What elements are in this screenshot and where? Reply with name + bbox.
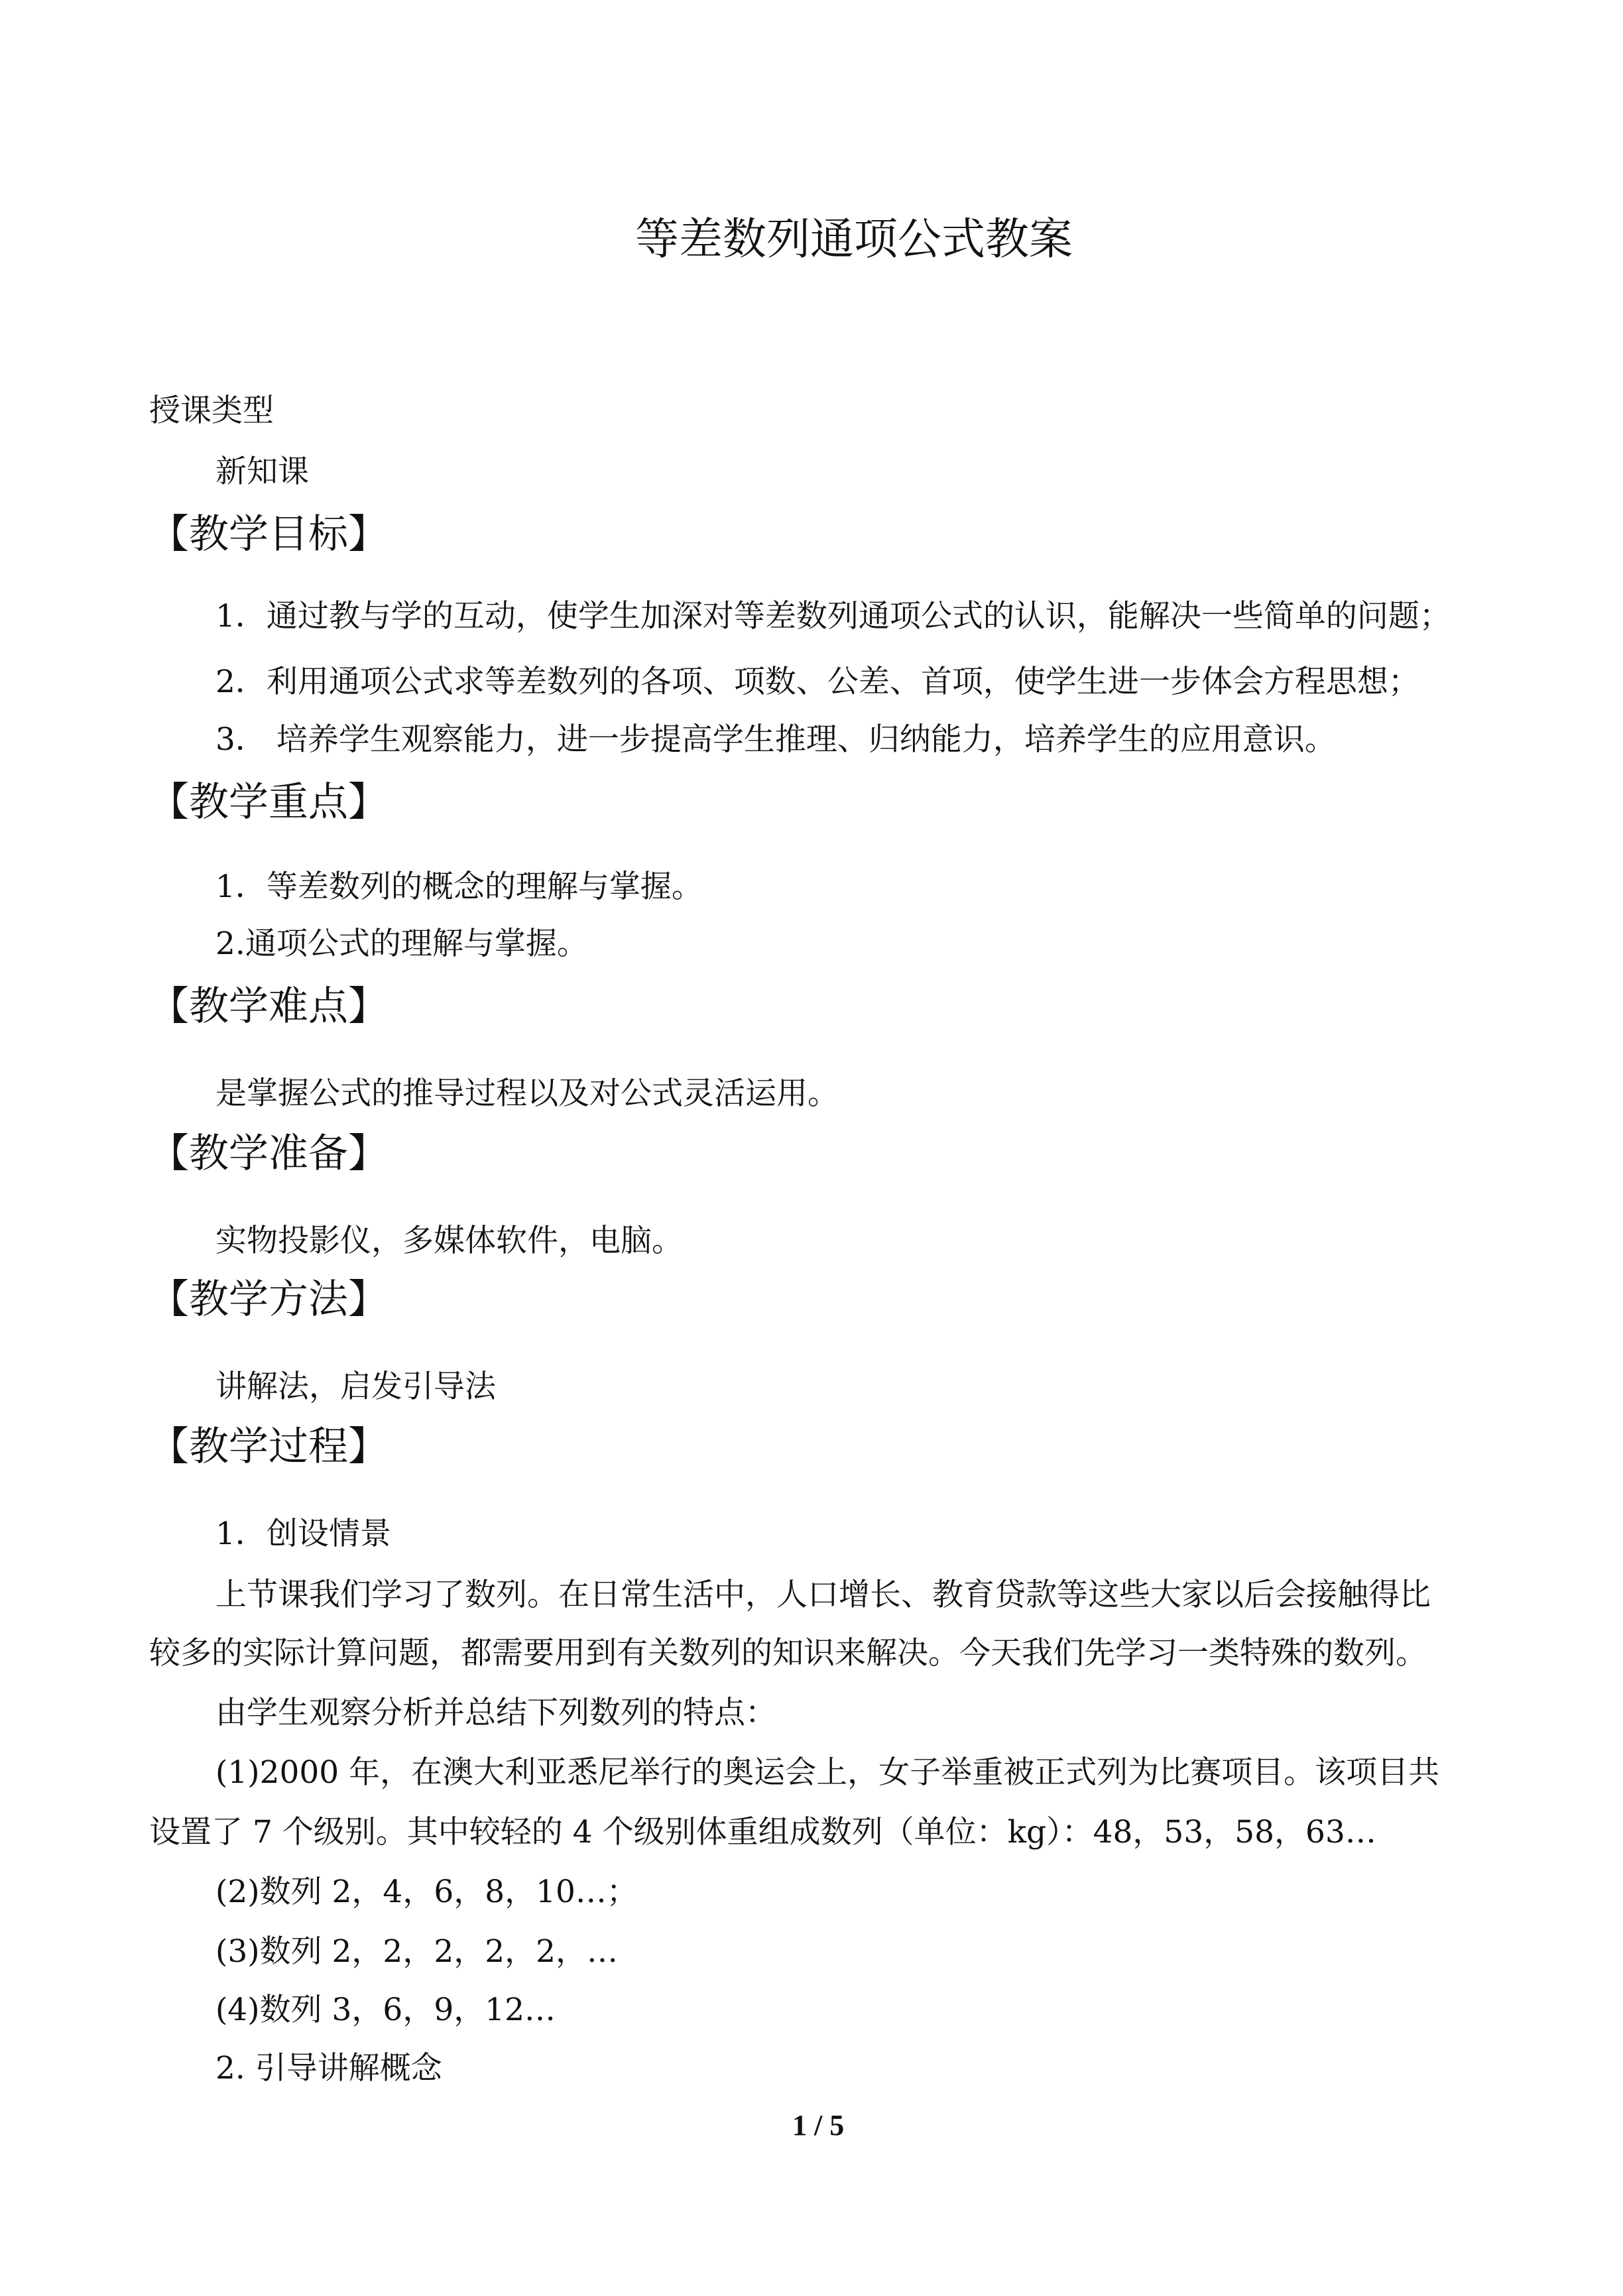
process-line: 1．创设情景 xyxy=(215,1516,391,1552)
process-line: 由学生观察分析并总结下列数列的特点： xyxy=(215,1695,776,1731)
process-line: (4)数列 3，6，9，12… xyxy=(215,1992,556,2028)
process-line: 较多的实际计算问题，都需要用到有关数列的知识来解决。今天我们先学习一类特殊的数列。 xyxy=(149,1635,1427,1671)
section-heading-key-points: 【教学重点】 xyxy=(149,779,388,825)
course-type-value: 新知课 xyxy=(215,453,309,490)
page-title: 等差数列通项公式教案 xyxy=(635,213,1073,265)
key-point-item: 1．等差数列的概念的理解与掌握。 xyxy=(215,869,703,905)
section-heading-process: 【教学过程】 xyxy=(149,1423,388,1470)
section-heading-difficulties: 【教学难点】 xyxy=(149,983,388,1030)
course-type-label: 授课类型 xyxy=(149,393,274,429)
process-line: 上节课我们学习了数列。在日常生活中，人口增长、教育贷款等这些大家以后会接触得比 xyxy=(215,1577,1431,1613)
process-line: 2. 引导讲解概念 xyxy=(215,2050,442,2086)
process-line: (1)2000 年，在澳大利亚悉尼举行的奥运会上，女子举重被正式列为比赛项目。该项目共 xyxy=(215,1754,1440,1791)
goal-item: 1．通过教与学的互动，使学生加深对等差数列通项公式的认识，能解决一些简单的问题； xyxy=(215,598,1451,634)
preparation-text: 实物投影仪，多媒体软件，电脑。 xyxy=(215,1223,683,1259)
section-heading-goals: 【教学目标】 xyxy=(149,511,388,558)
page-number: 1 / 5 xyxy=(792,2109,845,2142)
process-line: 设置了 7 个级别。其中较轻的 4 个级别体重组成数列（单位：kg）：48，53，58，63… xyxy=(149,1814,1376,1850)
process-line: (3)数列 2，2，2，2，2，… xyxy=(215,1933,619,1970)
difficulties-text: 是掌握公式的推导过程以及对公式灵活运用。 xyxy=(215,1075,839,1112)
goal-item: 3． 培养学生观察能力，进一步提高学生推理、归纳能力，培养学生的应用意识。 xyxy=(215,721,1336,758)
goal-item: 2．利用通项公式求等差数列的各项、项数、公差、首项，使学生进一步体会方程思想； xyxy=(215,664,1419,700)
process-line: (2)数列 2，4，6，8，10…； xyxy=(215,1874,638,1910)
section-heading-method: 【教学方法】 xyxy=(149,1276,388,1323)
method-text: 讲解法，启发引导法 xyxy=(215,1368,496,1405)
key-point-item: 2.通项公式的理解与掌握。 xyxy=(215,926,588,962)
section-heading-preparation: 【教学准备】 xyxy=(149,1130,388,1177)
